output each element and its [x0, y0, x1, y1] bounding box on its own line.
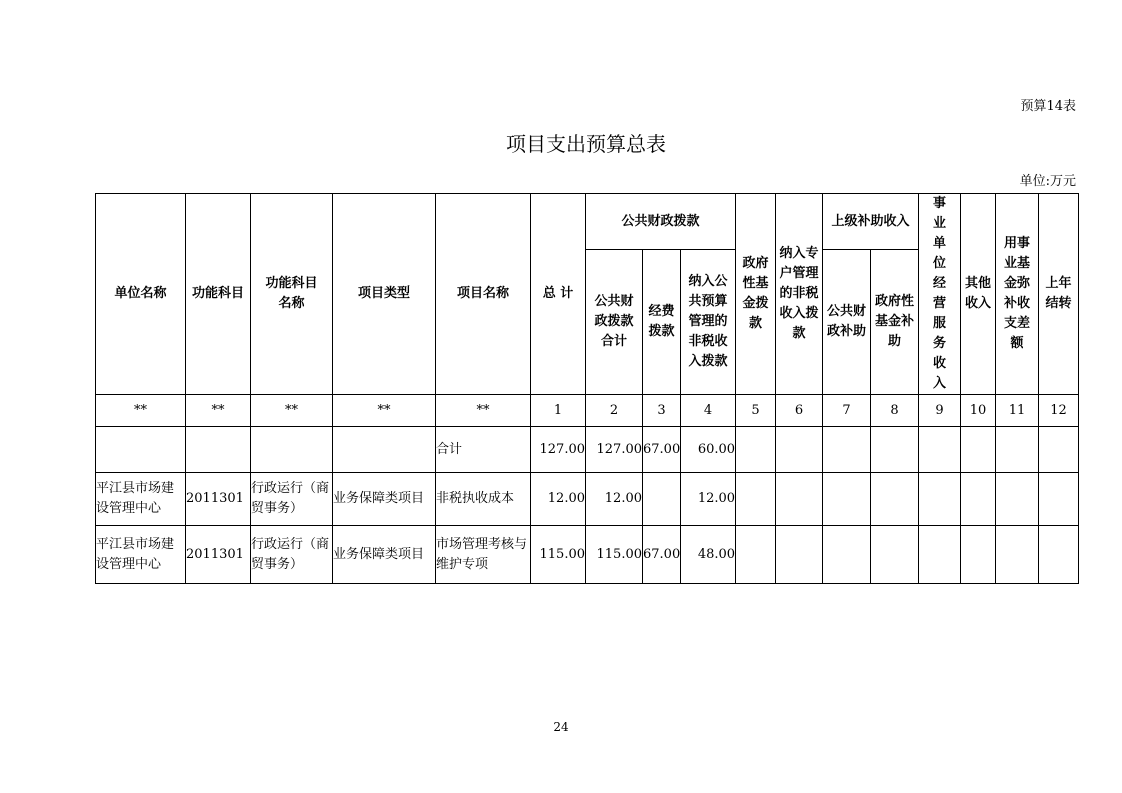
empty-cell — [776, 473, 823, 526]
index-cell: ** — [251, 395, 333, 427]
empty-cell — [871, 427, 919, 473]
empty-cell — [1039, 427, 1079, 473]
header-fund-gap: 用事业基金弥补收支差额 — [996, 194, 1039, 395]
header-func-name: 功能科目名称 — [251, 194, 333, 395]
empty-cell — [919, 427, 961, 473]
table-row — [96, 526, 1079, 584]
cell-name: 非税执收成本 — [436, 473, 531, 526]
index-cell: ** — [436, 395, 531, 427]
cell-pf-total: 127.00 — [586, 427, 643, 473]
empty-cell — [961, 473, 996, 526]
index-cell: ** — [333, 395, 436, 427]
empty-cell — [1039, 473, 1079, 526]
cell-unit — [96, 427, 186, 473]
index-cell: 11 — [996, 395, 1039, 427]
index-cell: 7 — [823, 395, 871, 427]
cell-type: 业务保障类项目 — [333, 526, 436, 584]
header-func-code: 功能科目 — [186, 194, 251, 395]
empty-cell — [961, 526, 996, 584]
cell-func: 行政运行（商贸事务） — [251, 473, 333, 526]
empty-cell — [736, 473, 776, 526]
header-gov-fund: 政府性基金拨款 — [736, 194, 776, 395]
cell-code: 2011301 — [186, 473, 251, 526]
index-cell: 12 — [1039, 395, 1079, 427]
index-cell: 9 — [919, 395, 961, 427]
header-funding: 经费拨款 — [643, 250, 681, 395]
header-last-year: 上年结转 — [1039, 194, 1079, 395]
cell-funding: 67.00 — [643, 526, 681, 584]
empty-cell — [776, 427, 823, 473]
header-nontax-budget: 纳入公共预算管理的非税收入拨款 — [681, 250, 736, 395]
cell-funding — [643, 473, 681, 526]
cell-pf-total: 12.00 — [586, 473, 643, 526]
index-cell: 10 — [961, 395, 996, 427]
cell-total: 127.00 — [531, 427, 586, 473]
index-cell: 4 — [681, 395, 736, 427]
table-row — [96, 473, 1079, 526]
page-number: 24 — [553, 720, 569, 734]
cell-func: 行政运行（商贸事务） — [251, 526, 333, 584]
unit-label: 单位:万元 — [1019, 174, 1076, 189]
empty-cell — [776, 526, 823, 584]
header-business-income: 事业单位经营服务收入 — [919, 194, 961, 395]
header-superior-gov: 政府性基金补助 — [871, 250, 919, 395]
cell-nontax: 48.00 — [681, 526, 736, 584]
empty-cell — [919, 526, 961, 584]
index-cell: ** — [96, 395, 186, 427]
index-cell: 6 — [776, 395, 823, 427]
page-title: 项目支出预算总表 — [506, 132, 666, 156]
cell-type — [333, 427, 436, 473]
cell-code: 2011301 — [186, 526, 251, 584]
cell-code — [186, 427, 251, 473]
index-cell: 3 — [643, 395, 681, 427]
empty-cell — [961, 427, 996, 473]
empty-cell — [736, 427, 776, 473]
index-cell: 1 — [531, 395, 586, 427]
empty-cell — [919, 473, 961, 526]
budget-table — [95, 193, 1079, 584]
index-cell: 5 — [736, 395, 776, 427]
cell-funding: 67.00 — [643, 427, 681, 473]
empty-cell — [996, 473, 1039, 526]
cell-unit: 平江县市场建设管理中心 — [96, 526, 186, 584]
header-unit-name: 单位名称 — [96, 194, 186, 395]
header-pf-total: 公共财政拨款合计 — [586, 250, 643, 395]
cell-name: 市场管理考核与维护专项 — [436, 526, 531, 584]
empty-cell — [996, 526, 1039, 584]
cell-unit: 平江县市场建设管理中心 — [96, 473, 186, 526]
index-row — [96, 395, 1079, 427]
index-cell: 2 — [586, 395, 643, 427]
header-superior-subsidy: 上级补助收入 — [823, 194, 919, 250]
cell-func — [251, 427, 333, 473]
empty-cell — [996, 427, 1039, 473]
index-cell: 8 — [871, 395, 919, 427]
cell-name: 合计 — [436, 427, 531, 473]
empty-cell — [823, 427, 871, 473]
cell-total: 115.00 — [531, 526, 586, 584]
empty-cell — [871, 526, 919, 584]
header-public-fiscal: 公共财政拨款 — [586, 194, 736, 250]
cell-type: 业务保障类项目 — [333, 473, 436, 526]
table-number: 预算14表 — [1020, 99, 1076, 114]
empty-cell — [736, 526, 776, 584]
empty-cell — [823, 526, 871, 584]
header-project-name: 项目名称 — [436, 194, 531, 395]
header-total: 总 计 — [531, 194, 586, 395]
header-superior-public: 公共财政补助 — [823, 250, 871, 395]
cell-nontax: 60.00 — [681, 427, 736, 473]
empty-cell — [871, 473, 919, 526]
cell-total: 12.00 — [531, 473, 586, 526]
header-special-nontax: 纳入专户管理的非税收入拨款 — [776, 194, 823, 395]
header-project-type: 项目类型 — [333, 194, 436, 395]
cell-nontax: 12.00 — [681, 473, 736, 526]
empty-cell — [823, 473, 871, 526]
index-cell: ** — [186, 395, 251, 427]
empty-cell — [1039, 526, 1079, 584]
header-other-income: 其他收入 — [961, 194, 996, 395]
cell-pf-total: 115.00 — [586, 526, 643, 584]
table-row-total — [96, 427, 1079, 473]
